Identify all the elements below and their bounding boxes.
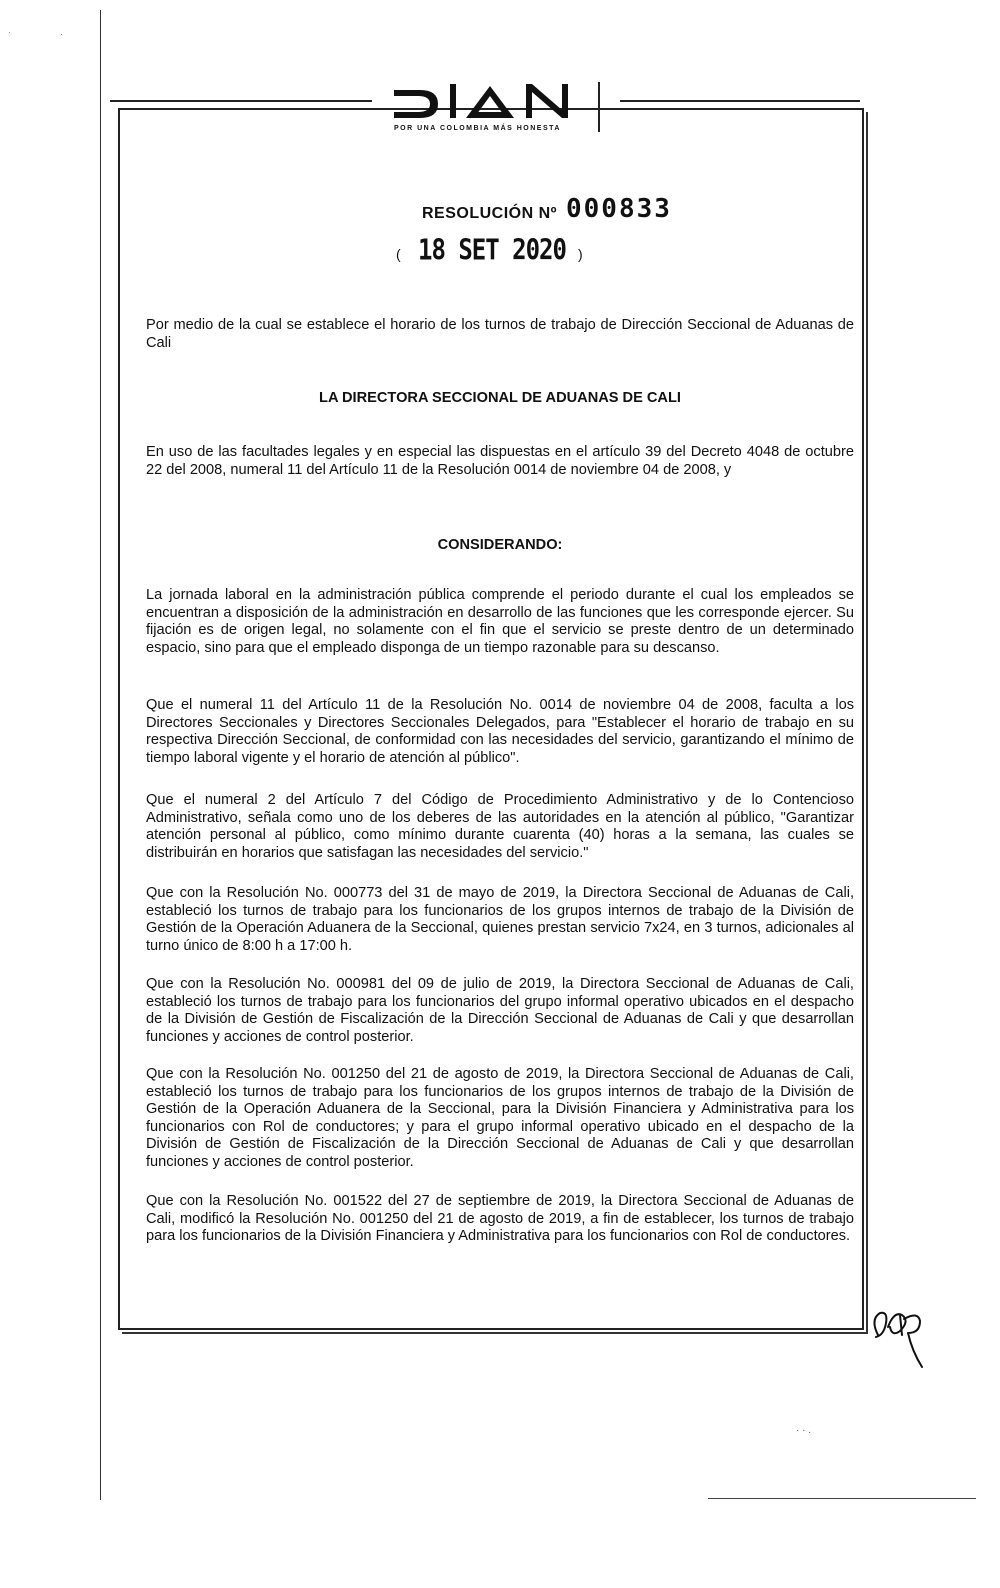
considering-paragraph-2: Que el numeral 11 del Artículo 11 de la Resolución No. 0014 de noviembre 04 de 2008, faculta a los Directores Seccionales y Directores Seccionales Delegados, para "Establecer el horario de trabajo en su respectiva Dirección Seccional, de conformidad con las necesidades del servicio, garantizando el mínimo de tiempo laboral vigente y el horario de atención al público". xyxy=(146,697,854,766)
date-paren-open: ( xyxy=(396,246,401,262)
logo-separator xyxy=(598,82,600,132)
scan-speck: · xyxy=(60,30,63,39)
authority-heading: LA DIRECTORA SECCIONAL DE ADUANAS DE CALI xyxy=(319,390,681,406)
considering-paragraph-7: Que con la Resolución No. 001522 del 27 de septiembre de 2019, la Directora Seccional de Aduanas de Cali, modificó la Resolución No. 001250 del 21 de agosto de 2019, a fin de establecer, los turnos de trabajo para los funcionarios de la División Financiera y Administrativa para los funcionarios con Rol de conductores. xyxy=(146,1193,854,1244)
considering-heading: CONSIDERANDO: xyxy=(437,537,563,553)
scan-speck: · · . xyxy=(796,1425,811,1436)
considering-paragraph-4: Que con la Resolución No. 000773 del 31 de mayo de 2019, la Directora Seccional de Aduanas de Cali, estableció los turnos de trabajo para los funcionarios de los grupos internos de trabajo de la División de Gestión de la Operación Aduanera de la Seccional, quienes prestan servicio 7x24, en 3 turnos, adicionales al turno único de 8:00 h a 17:00 h. xyxy=(146,885,854,954)
date-paren-close: ) xyxy=(578,246,583,262)
resolution-number: 000833 xyxy=(566,194,672,224)
subject-paragraph: Por medio de la cual se establece el horario de los turnos de trabajo de Dirección Seccional de Aduanas de Cali xyxy=(146,317,854,351)
scan-speck: · xyxy=(8,28,11,37)
margin-line xyxy=(100,10,101,1500)
faculties-paragraph: En uso de las facultades legales y en especial las dispuestas en el artículo 39 del Decreto 4048 de octubre 22 del 2008, numeral 11 del Artículo 11 de la Resolución 0014 de noviembre 04 de 2008, y xyxy=(146,444,854,478)
logo-tagline: POR UNA COLOMBIA MÁS HONESTA xyxy=(394,125,561,132)
considering-paragraph-6: Que con la Resolución No. 001250 del 21 de agosto de 2019, la Directora Seccional de Aduanas de Cali, estableció los turnos de trabajo para los funcionarios de los grupos internos de trabajo de la División de Gestión de la Operación Aduanera de la Seccional, para la División Financiera y Administrativa para los funcionarios con Rol de conductores; y para el grupo informal operativo ubicado en el despacho de la División de Gestión de Fiscalización de la Dirección Seccional de Aduanas de Cali y que desarrollan funciones y acciones de control posterior. xyxy=(146,1066,854,1170)
frame-top-left xyxy=(110,100,372,102)
frame-top-right xyxy=(620,100,860,102)
considering-paragraph-3: Que el numeral 2 del Artículo 7 del Código de Procedimiento Administrativo y de lo Contencioso Administrativo, señala como uno de los deberes de las autoridades en la atención al público, "Garantizar atención personal al público, como mínimo durante cuarenta (40) horas a la semana, las cuales se distribuirán en horarios que satisfagan las necesidades del servicio." xyxy=(146,792,854,861)
considering-paragraph-1: La jornada laboral en la administración pública comprende el periodo durante el cual los empleados se encuentran a disposición de la administración en desarrollo de las funciones que les corresponde ejercer. Su fijación es de origen legal, no solamente con el fin que el servicio se preste dentro de un determinado espacio, sino para que el empleado disponga de un tiempo razonable para su descanso. xyxy=(146,587,854,656)
initials-signature xyxy=(864,1305,934,1375)
considering-paragraph-5: Que con la Resolución No. 000981 del 09 de julio de 2019, la Directora Seccional de Aduanas de Cali, estableció los turnos de trabajo para los funcionarios del grupo informal operativo ubicados en el despacho de la División de Gestión de Fiscalización de la Dirección Seccional de Aduanas de Cali y que desarrollan funciones y acciones de control posterior. xyxy=(146,976,854,1045)
resolution-label: RESOLUCIÓN Nº xyxy=(422,205,558,222)
bottom-rule xyxy=(708,1498,976,1499)
resolution-date: 18 SET 2020 xyxy=(418,233,566,267)
